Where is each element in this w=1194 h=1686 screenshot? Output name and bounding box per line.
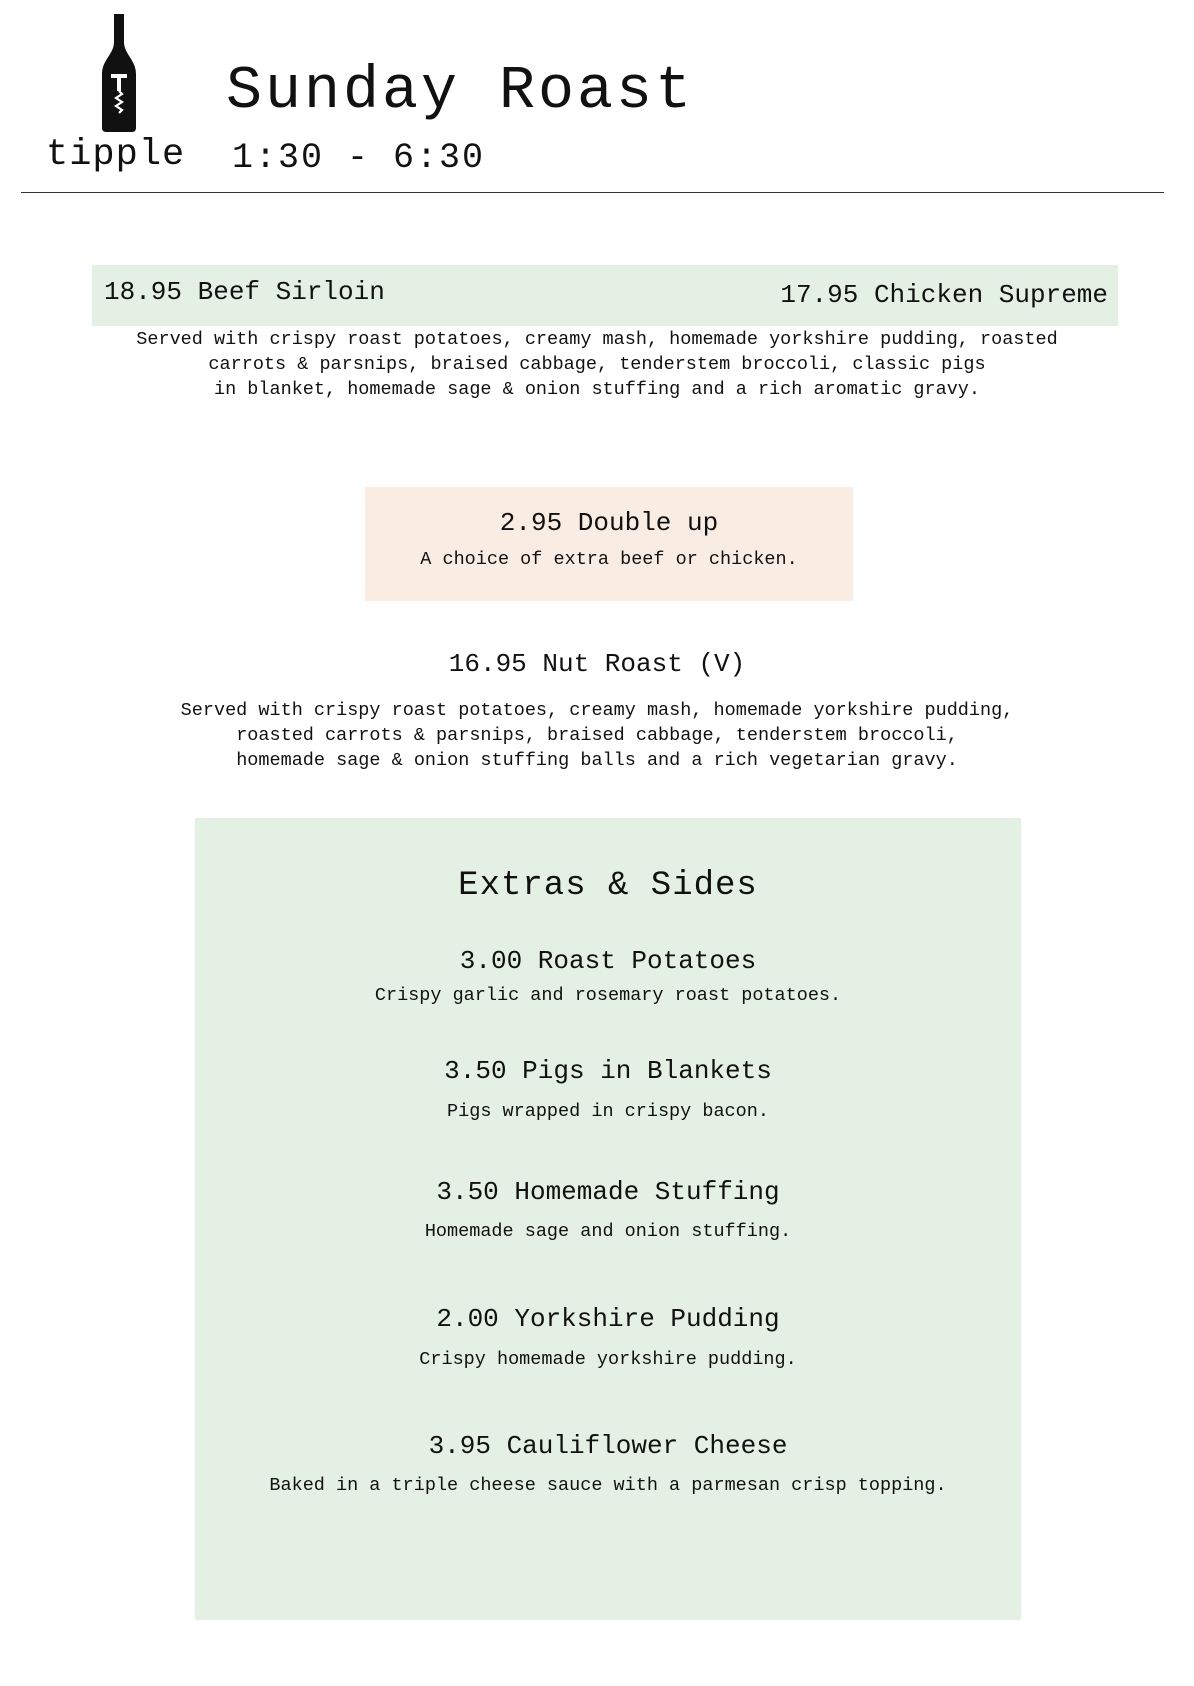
page-title: Sunday Roast bbox=[226, 58, 695, 126]
side-item-description: Pigs wrapped in crispy bacon. bbox=[447, 1101, 769, 1122]
side-item-name: 3.95 Cauliflower Cheese bbox=[428, 1431, 788, 1461]
header-divider bbox=[21, 192, 1164, 193]
nut-roast-description bbox=[0, 698, 1194, 773]
side-item-description: Crispy garlic and rosemary roast potatoes. bbox=[374, 985, 842, 1006]
side-item-description: Homemade sage and onion stuffing. bbox=[424, 1221, 792, 1242]
extras-panel bbox=[195, 818, 1021, 1620]
nut-roast-description-line: roasted carrots & parsnips, braised cabbage, tenderstem broccoli, bbox=[236, 725, 958, 746]
nut-roast-description-line: homemade sage & onion stuffing balls and a rich vegetarian gravy. bbox=[236, 750, 958, 771]
mains-description-line: carrots & parsnips, braised cabbage, tenderstem broccoli, classic pigs bbox=[208, 354, 986, 375]
side-item-name: 3.50 Homemade Stuffing bbox=[436, 1177, 780, 1207]
mains-description bbox=[0, 327, 1194, 402]
nut-roast-description-line: Served with crispy roast potatoes, creamy mash, homemade yorkshire pudding, bbox=[180, 700, 1014, 721]
brand-name: tipple bbox=[46, 134, 186, 176]
serving-hours: 1:30 - 6:30 bbox=[232, 138, 486, 178]
side-item-name: 3.00 Roast Potatoes bbox=[459, 946, 757, 976]
side-item-description: Crispy homemade yorkshire pudding. bbox=[419, 1349, 797, 1370]
mains-description-line: Served with crispy roast potatoes, creamy mash, homemade yorkshire pudding, roasted bbox=[136, 329, 1058, 350]
side-item-description: Baked in a triple cheese sauce with a parmesan crisp topping. bbox=[269, 1475, 947, 1496]
side-item-name: 3.50 Pigs in Blankets bbox=[444, 1056, 772, 1086]
double-up-title: 2.95 Double up bbox=[499, 508, 719, 538]
chicken-supreme-item: 17.95 Chicken Supreme bbox=[780, 280, 1108, 310]
side-item-name: 2.00 Yorkshire Pudding bbox=[436, 1304, 780, 1334]
double-up-description: A choice of extra beef or chicken. bbox=[420, 549, 798, 570]
nut-roast-title: 16.95 Nut Roast (V) bbox=[448, 649, 746, 679]
beef-sirloin-item: 18.95 Beef Sirloin bbox=[104, 277, 385, 307]
wine-bottle-corkscrew-icon bbox=[102, 14, 136, 132]
extras-heading: Extras & Sides bbox=[458, 867, 758, 905]
double-up-panel bbox=[365, 487, 853, 601]
mains-description-line: in blanket, homemade sage & onion stuffing and a rich aromatic gravy. bbox=[213, 379, 981, 400]
